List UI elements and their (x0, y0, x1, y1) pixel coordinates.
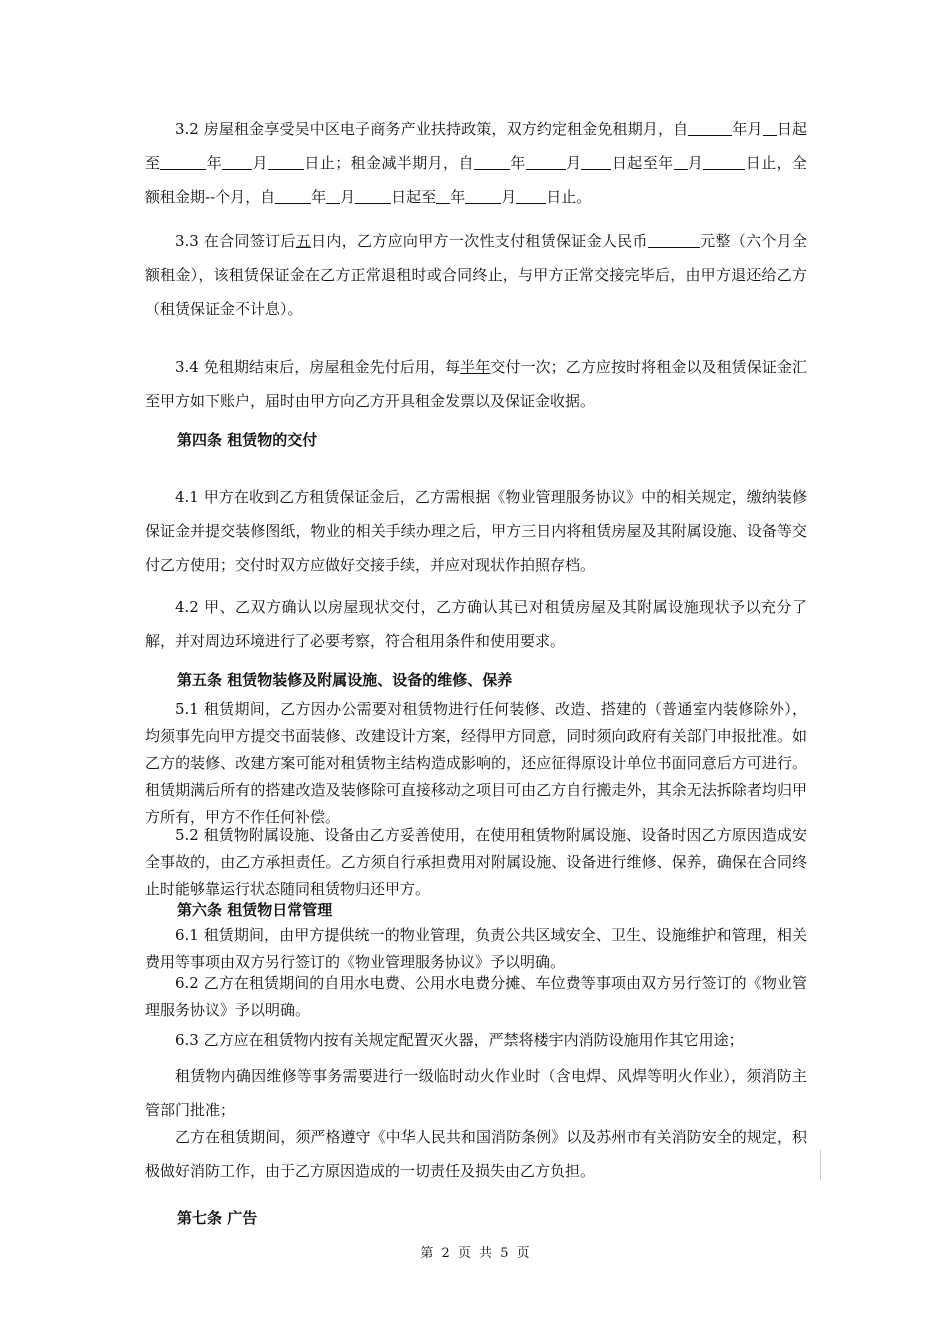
clause-3-4-text-b: 交付一次；乙方应按时将租金以及租赁保证金汇至甲方如下账户，届时由甲方向乙方开具租金发票以及保证金收据。 (145, 358, 807, 410)
blank-field (268, 155, 304, 170)
article-7-heading: 第七条 广告 (177, 1209, 258, 1227)
clause-3-2-text-i: 日起至 (611, 154, 659, 172)
blank-field (275, 189, 311, 204)
clause-3-4 (145, 350, 807, 418)
clause-3-2-text-f: 日止；租金减半期月，自 (304, 154, 474, 172)
clause-3-2-text-k: 月 (687, 154, 704, 172)
clause-6-2: 6.2 乙方在租赁期间的自用水电费、公用水电费分摊、车位费等事项由双方另行签订的《物业管理服务协议》予以明确。 (145, 974, 807, 1019)
clause-3-2 (145, 112, 807, 214)
clause-3-2-text-p: 年 (450, 188, 466, 206)
clause-3-2-text-c: 日起至 (145, 120, 807, 172)
clause-3-3-text-a: 3.3 在合同签订后 (175, 232, 296, 250)
margin-mark (820, 1150, 821, 1180)
blank-field (355, 189, 391, 204)
clause-4-1: 4.1 甲方在收到乙方租赁保证金后，乙方需根据《物业管理服务协议》中的相关规定，缴纳装修保证金并提交装修图纸，物业的相关手续办理之后，甲方三日内将租赁房屋及其附属设施、设备等交付乙方使用；交付时双方应做好交接手续，并应对现状作拍照存档。 (145, 488, 807, 574)
clause-4-2: 4.2 甲、乙双方确认以房屋现状交付，乙方确认其已对租赁房屋及其附属设施现状予以充分了解，并对周边环境进行了必要考察，符合租用条件和使用要求。 (145, 598, 807, 650)
blank-field (674, 155, 688, 170)
blank-field (703, 155, 745, 170)
clause-3-2-text-b: 年月 (732, 120, 763, 138)
blank-field (436, 189, 450, 204)
blank-field (465, 189, 501, 204)
clause-3-2-text-d: 年 (206, 154, 223, 172)
article-4-heading: 第四条 租赁物的交付 (177, 431, 318, 449)
page-number-footer: 第 2 页 共 5 页 (420, 1246, 530, 1261)
clause-6-1: 6.1 租赁期间，由甲方提供统一的物业管理，负责公共区域安全、卫生、设施维护和管理，相关费用等事项由双方另行签订的《物业管理服务协议》予以明确。 (145, 926, 807, 971)
clause-3-2-text-r: 日止。 (546, 188, 592, 206)
clause-3-3 (145, 224, 807, 326)
blank-field (581, 155, 611, 170)
payment-period-value: 半年 (460, 358, 491, 376)
clause-6-3: 6.3 乙方应在租赁物内按有关规定配置灭火器，严禁将楼宇内消防设施用作其它用途； (175, 1031, 744, 1049)
blank-field (326, 189, 340, 204)
clause-3-2-text-m: 年 (311, 188, 327, 206)
blank-field (222, 155, 252, 170)
clause-3-3-text-b: 日内，乙方应向甲方一次性支付租赁保证金人民币 (311, 232, 648, 250)
blank-field (648, 233, 700, 248)
article-6-heading: 第六条 租赁物日常管理 (177, 901, 333, 919)
clause-6-3-compliance: 乙方在租赁期间，须严格遵守《中华人民共和国消防条例》以及苏州市有关消防安全的规定，积极做好消防工作，由于乙方原因造成的一切责任及损失由乙方负担。 (145, 1128, 807, 1180)
blank-field (763, 121, 777, 136)
blank-field (474, 155, 510, 170)
clause-5-1: 5.1 租赁期间，乙方因办公需要对租赁物进行任何装修、改造、搭建的（普通室内装修除外），均须事先向甲方提交书面装修、改建设计方案，经得甲方同意，同时须向政府有关部门申报批准。如乙方的装修、改建方案可能对租赁物主结构造成影响的，还应征得原设计单位书面同意后方可进行。租赁期满后所有的搭建改造及装修除可直接移动之项目可由乙方自行搬走外，其余无法拆除者均归甲方所有，甲方不作任何补偿。 (145, 700, 807, 826)
clause-3-2-text-l: 日止，全额租金期--个月，自 (145, 154, 807, 206)
clause-6-3-fire-work: 租赁物内确因维修等事务需要进行一级临时动火作业时（含电焊、风焊等明火作业），须消防主管部门批准； (145, 1067, 807, 1119)
blank-field (688, 121, 732, 136)
blank-field (526, 155, 566, 170)
clause-3-4-text-a: 3.4 免租期结束后，房屋租金先付后用，每 (175, 358, 461, 376)
blank-field (516, 189, 546, 204)
clause-3-2-text-h: 月 (565, 154, 582, 172)
clause-3-2-text-n: 月 (340, 188, 356, 206)
clause-3-2-text-e: 月 (252, 154, 269, 172)
clause-3-2-text-q: 月 (501, 188, 517, 206)
blank-field (160, 155, 206, 170)
clause-3-2-text-a: 3.2 房屋租金享受吴中区电子商务产业扶持政策，双方约定租金免租期月，自 (175, 120, 689, 138)
article-5-heading: 第五条 租赁物装修及附属设施、设备的维修、保养 (177, 671, 513, 689)
deposit-days-value: 五 (295, 232, 312, 250)
clause-3-2-text-j: 年 (658, 154, 674, 172)
clause-3-2-text-o: 日起至 (391, 188, 437, 206)
clause-3-2-text-g: 年 (509, 154, 526, 172)
clause-5-2: 5.2 租赁物附属设施、设备由乙方妥善使用，在使用租赁物附属设施、设备时因乙方原因造成安全事故的，由乙方承担责任。乙方须自行承担费用对附属设施、设备进行维修、保养，确保在合同终止时能够靠运行状态随同租赁物归还甲方。 (145, 826, 807, 898)
clause-3-3-text-c: 元整（六个月全额租金），该租赁保证金在乙方正常退租时或合同终止，与甲方正常交接完毕后，由甲方退还给乙方（租赁保证金不计息）。 (145, 232, 807, 318)
